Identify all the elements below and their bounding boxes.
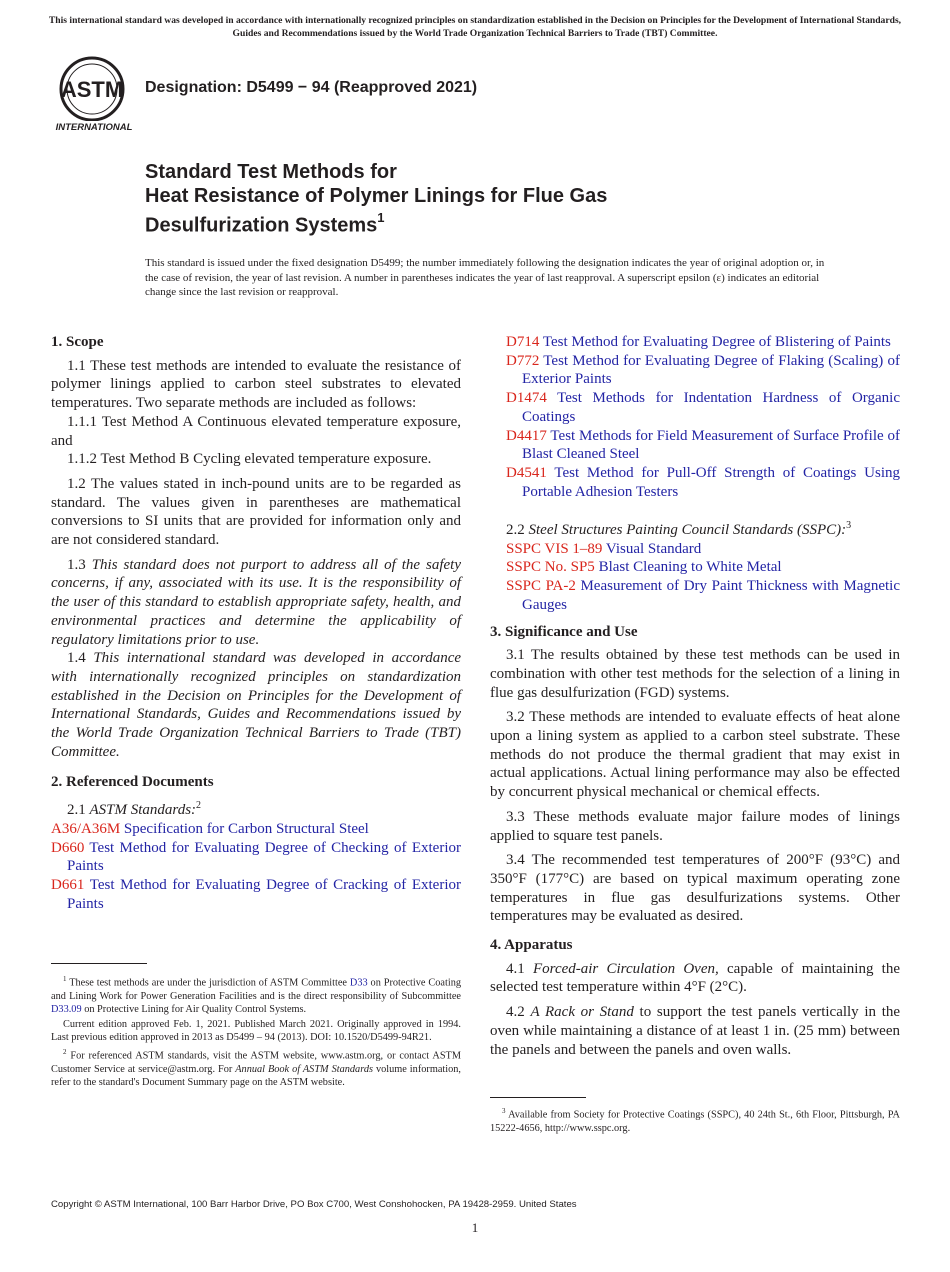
para-1-1-2: 1.1.2 Test Method B Cycling elevated temperature exposure. [67, 451, 432, 468]
title-line-2: Heat Resistance of Polymer Linings for Flue Gas [145, 185, 608, 207]
right-column [490, 517, 900, 1065]
ref-d4541[interactable]: D4541 Test Method for Pull-Off Strength of Coatings Using Portable Adhesion Testers [506, 464, 900, 500]
ref-sspc-pa2[interactable]: SSPC PA-2 Measurement of Dry Paint Thickness with Magnetic Gauges [506, 578, 901, 613]
para-4-2: 4.2 A Rack or Stand to support the test panels vertically in the oven while maintaining a distance of at least 1 in. (25 mm) between the panels and between the panels and oven walls. [490, 1004, 901, 1058]
footnote-3: $^3$ Available from Society for Protective Coatings (SSPC), 40 24th St., 6th Floor, Pittsburgh, PA 15222-4656, http://www.sspc.org. [490, 1107, 900, 1134]
para-1-4: 1.4 This international standard was developed in accordance with internationally recognized principles on standardization established in the Decision on Principles for the Development of International Standards, Guides and Recommendations issued by the World Trade Organization Technical Barriers to Trade (TBT) Committee. [51, 650, 462, 760]
right-column-refs [506, 333, 900, 501]
ref-d660[interactable]: D660 Test Method for Evaluating Degree of Checking of Exterior Paints [51, 839, 461, 875]
para-4-1: 4.1 Forced-air Circulation Oven, capable of maintaining the selected test temperature within 4°F (2°C). [490, 960, 901, 996]
ref-sspc-vis[interactable]: SSPC VIS 1–89 Visual Standard [506, 540, 702, 557]
title-footnote-ref[interactable]: 1 [377, 210, 385, 225]
para-3-2: 3.2 These methods are intended to evaluate effects of heat alone upon a lining system as applied to a carbon steel substrate. These methods do not produce the thermal gradient that may exist in actual applications. Actual lining performance may also be effected by concurrent physical mechanical or chemical effects. [490, 709, 900, 801]
logo-caption: INTERNATIONAL [55, 122, 133, 133]
link-d33[interactable]: D33 [349, 977, 368, 989]
page-number: 1 [471, 1220, 479, 1235]
logo-letters: ASTM [60, 77, 124, 102]
ref-d1474[interactable]: D1474 Test Methods for Indentation Hardness of Organic Coatings [506, 390, 901, 425]
footnote-rule-left [51, 963, 147, 964]
footnotes-left [51, 973, 461, 1091]
title-line-1: Standard Test Methods for [145, 161, 397, 183]
para-3-3: 3.3 These methods evaluate major failure modes of linings applied to square test panels. [490, 808, 900, 844]
document-title [145, 160, 845, 238]
para-2-1: 2.1 ASTM Standards:$^2$ [67, 800, 202, 819]
left-column [51, 333, 461, 913]
issued-note: This standard is issued under the fixed designation D5499; the number immediately following the designation indicates the year of original adoption or, in the case of revision, the year of last revision. A number in parentheses indicates the year of last reapproval. A superscript epsilon (ε) indicates an editorial change since the last revision or reapproval. [145, 257, 825, 298]
link-d33-09[interactable]: D33.09 [51, 1003, 82, 1015]
para-2-2: 2.2 Steel Structures Painting Council Standards (SSPC):$^3$ [506, 520, 852, 538]
ref-sspc-sp5[interactable]: SSPC No. SP5 Blast Cleaning to White Metal [506, 559, 782, 576]
para-1-1-1: 1.1.1 Test Method A Continuous elevated temperature exposure, and [51, 413, 461, 449]
top-notice: This international standard was developed in accordance with internationally recognized principles on standardization established in the Decision on Principles for the Development of International Standards, Guides and Recommendations issued by the World Trade Organization Technical Barriers to Trade (TBT) Committee. [48, 15, 902, 39]
para-1-1: 1.1 These test methods are intended to evaluate the resistance of polymer linings applied to carbon steel substrates to elevated temperatures. Two separate methods are included as follows: [51, 357, 461, 412]
section-heading-scope: 1. Scope [51, 334, 104, 350]
para-3-1: 3.1 The results obtained by these test methods can be used in combination with other test methods for the selection of a lining in flue gas desulfurization (FGD) systems. [490, 647, 900, 701]
title-line-3: Desulfurization Systems [145, 214, 378, 237]
designation: Designation: D5499 − 94 (Reapproved 2021) [145, 79, 478, 96]
para-1-3: 1.3 This standard does not purport to address all of the safety concerns, if any, associated with its use. It is the responsibility of the user of this standard to establish appropriate safety, health, and environmental practices and determine the applicability of regulatory limitations prior to use. [51, 556, 462, 648]
ref-d714[interactable]: D714 Test Method for Evaluating Degree of Blistering of Paints [506, 334, 891, 350]
footnote-1-edition: Current edition approved Feb. 1, 2021. Published March 2021. Originally approved in 1994. Last previous edition approved in 2013 as D5499 – 94 (2013). DOI: 10.1520/D5499-94R21. [51, 1019, 461, 1044]
ref-a36[interactable]: A36/A36M Specification for Carbon Structural Steel [51, 820, 369, 837]
astm-logo [52, 55, 136, 133]
footnote-rule-right [490, 1097, 586, 1098]
para-1-2: 1.2 The values stated in inch-pound units are to be regarded as standard. The values given in parentheses are mathematical conversions to SI units that are provided for information only and are not considered standard. [51, 475, 461, 549]
section-heading-apparatus: 4. Apparatus [490, 937, 573, 954]
footnote-2: $^2$ For referenced ASTM standards, visit the ASTM website, www.astm.org, or contact ASTM Customer Service at service@astm.org. For Annual Book of ASTM Standards volume information, refer to the standard's Document Summary page on the ASTM website. [51, 1048, 462, 1089]
section-heading-significance: 3. Significance and Use [490, 623, 638, 640]
copyright: Copyright © ASTM International, 100 Barr Harbor Drive, PO Box C700, West Conshohocken, PA 19428-2959. United States [51, 1199, 577, 1210]
para-3-4: 3.4 The recommended test temperatures of 200°F (93°C) and 350°F (177°C) are based on typical maximum operating zone temperatures in flue gas desulfurizations systems. Other temperatures may be evaluated as desired. [490, 852, 900, 925]
section-heading-referenced: 2. Referenced Documents [51, 774, 214, 791]
ref-d661[interactable]: D661 Test Method for Evaluating Degree of Cracking of Exterior Paints [51, 876, 461, 912]
footnotes-right [490, 1105, 900, 1137]
ref-d4417[interactable]: D4417 Test Methods for Field Measurement of Surface Profile of Blast Cleaned Steel [506, 427, 900, 463]
footnote-1: $^1$ These test methods are under the jurisdiction of ASTM Committee D33 on Protective Coating and Lining Work for Power Generation Facilities and is the direct responsibility of Subcommittee D33.09 on Protective Lining for Air Quality Control Systems. [51, 975, 461, 1015]
ref-d772[interactable]: D772 Test Method for Evaluating Degree of Flaking (Scaling) of Exterior Paints [506, 352, 900, 388]
